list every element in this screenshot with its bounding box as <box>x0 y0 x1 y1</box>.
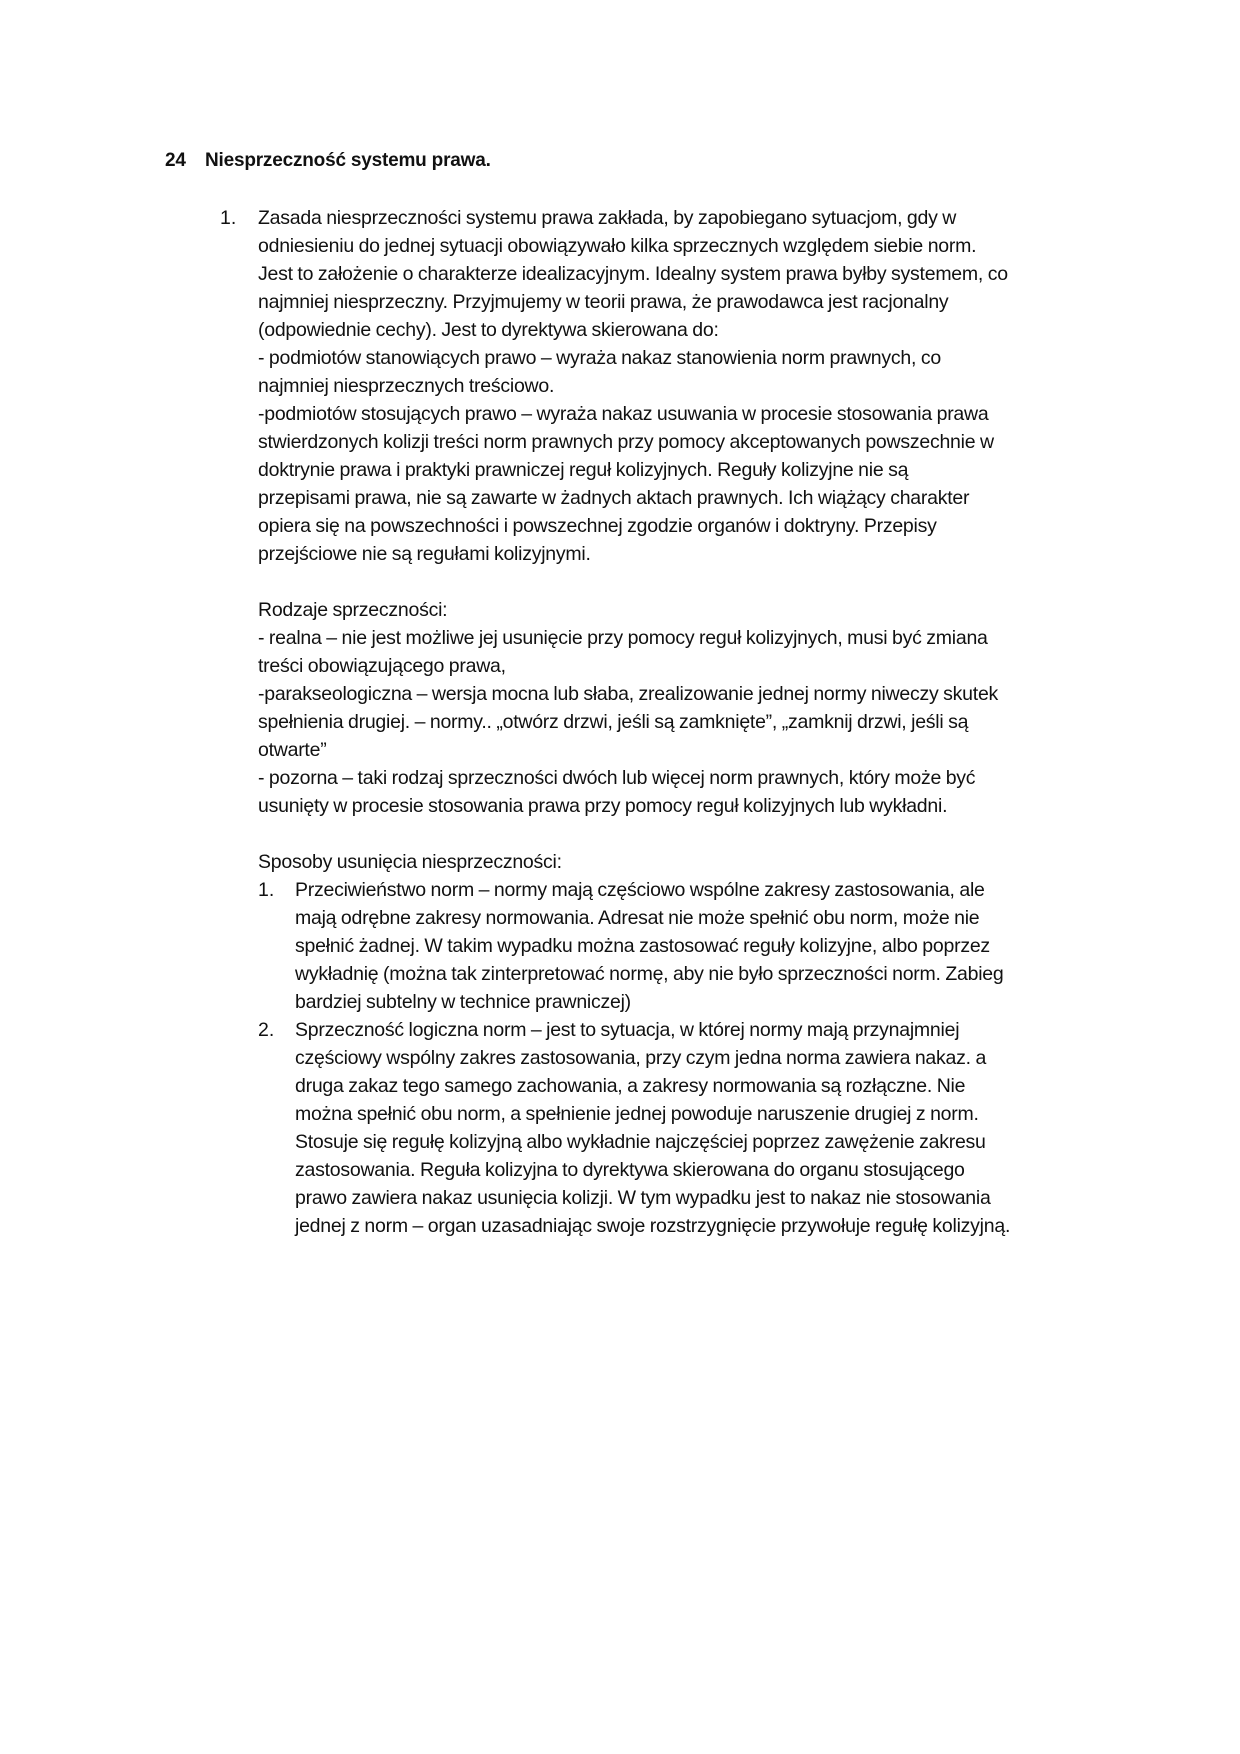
text-line: odniesieniu do jednej sytuacji obowiązywało kilka sprzecznych względem siebie norm. <box>258 235 977 257</box>
list-marker: 2. <box>258 1019 275 1041</box>
section-number: 24 <box>165 150 186 171</box>
text-line: można spełnić obu norm, a spełnienie jednej powoduje naruszenie drugiej z norm. <box>295 1103 979 1125</box>
text-line: Jest to założenie o charakterze idealizacyjnym. Idealny system prawa byłby systemem, co <box>258 263 1008 285</box>
text-line: doktrynie prawa i praktyki prawniczej reguł kolizyjnych. Reguły kolizyjne nie są <box>258 459 909 481</box>
text-line: treści obowiązującego prawa, <box>258 655 506 677</box>
section-heading <box>165 148 491 174</box>
text-line: Stosuje się regułę kolizyjną albo wykładnie najczęściej poprzez zawężenie zakresu <box>295 1131 986 1153</box>
text-line: najmniej niesprzeczny. Przyjmujemy w teorii prawa, że prawodawca jest racjonalny <box>258 291 949 313</box>
removal-methods-title-block <box>258 848 1100 876</box>
section-title: Niesprzeczność systemu prawa. <box>205 150 491 171</box>
paragraph-spacer <box>220 568 1100 596</box>
types-title: Rodzaje sprzeczności: <box>258 599 448 621</box>
numbered-item-1 <box>220 204 1100 1240</box>
text-line: przepisami prawa, nie są zawarte w żadnych aktach prawnych. Ich wiążący charakter <box>258 487 970 509</box>
text-line: spełnienia drugiej. – normy.. „otwórz drzwi, jeśli są zamknięte”, „zamknij drzwi, jeśli są <box>258 711 969 733</box>
text-line: Sprzeczność logiczna norm – jest to sytuacja, w której normy mają przynajmniej <box>295 1019 960 1041</box>
paragraph-spacer <box>220 820 1100 848</box>
text-line: mają odrębne zakresy normowania. Adresat nie może spełnić obu norm, może nie <box>295 907 980 929</box>
text-line: - podmiotów stanowiących prawo – wyraża nakaz stanowienia norm prawnych, co <box>258 347 941 369</box>
text-line: częściowy wspólny zakres zastosowania, przy czym jedna norma zawiera nakaz. a <box>295 1047 987 1069</box>
text-line: -podmiotów stosujących prawo – wyraża nakaz usuwania w procesie stosowania prawa <box>258 403 989 425</box>
methods-title: Sposoby usunięcia niesprzeczności: <box>258 851 562 873</box>
text-line: Przeciwieństwo norm – normy mają częściowo wspólne zakresy zastosowania, ale <box>295 879 985 901</box>
text-line: - realna – nie jest możliwe jej usunięcie przy pomocy reguł kolizyjnych, musi być zmiana <box>258 627 988 649</box>
text-line: -parakseologiczna – wersja mocna lub słaba, zrealizowanie jednej normy niweczy skutek <box>258 683 999 705</box>
text-line: spełnić żadnej. W takim wypadku można zastosować reguły kolizyjne, albo poprzez <box>295 935 990 957</box>
list-marker: 1. <box>258 879 275 901</box>
text-line: druga zakaz tego samego zachowania, a zakresy normowania są rozłączne. Nie <box>295 1075 966 1097</box>
text-line: przejściowe nie są regułami kolizyjnymi. <box>258 543 591 565</box>
method-item-2 <box>220 1016 1100 1240</box>
method-item-1 <box>220 876 1100 1016</box>
text-line: - pozorna – taki rodzaj sprzeczności dwóch lub więcej norm prawnych, który może być <box>258 767 976 789</box>
text-line: stwierdzonych kolizji treści norm prawnych przy pomocy akceptowanych powszechnie w <box>258 431 994 453</box>
text-line: usunięty w procesie stosowania prawa przy pomocy reguł kolizyjnych lub wykładni. <box>258 795 948 817</box>
text-line: opiera się na powszechności i powszechnej zgodzie organów i doktryny. Przepisy <box>258 515 937 537</box>
method-paragraph <box>295 876 1100 1016</box>
text-line: prawo zawiera nakaz usunięcia kolizji. W tym wypadku jest to nakaz nie stosowania <box>295 1187 991 1209</box>
text-line: otwarte” <box>258 739 327 761</box>
text-line: (odpowiednie cechy). Jest to dyrektywa skierowana do: <box>258 319 719 341</box>
item-paragraph <box>258 204 1100 568</box>
text-line: zastosowania. Reguła kolizyjna to dyrektywa skierowana do organu stosującego <box>295 1159 965 1181</box>
text-line: jednej z norm – organ uzasadniając swoje rozstrzygnięcie przywołuje regułę kolizyjną. <box>295 1215 1011 1237</box>
text-line: bardziej subtelny w technice prawniczej) <box>295 991 631 1013</box>
contradiction-types <box>258 596 1100 820</box>
text-line: wykładnię (można tak zinterpretować normę, aby nie było sprzeczności norm. Zabieg <box>295 963 1004 985</box>
list-marker: 1. <box>220 207 237 229</box>
method-paragraph <box>295 1016 1100 1240</box>
text-line: Zasada niesprzeczności systemu prawa zakłada, by zapobiegano sytuacjom, gdy w <box>258 207 957 229</box>
text-line: najmniej niesprzecznych treściowo. <box>258 375 555 397</box>
